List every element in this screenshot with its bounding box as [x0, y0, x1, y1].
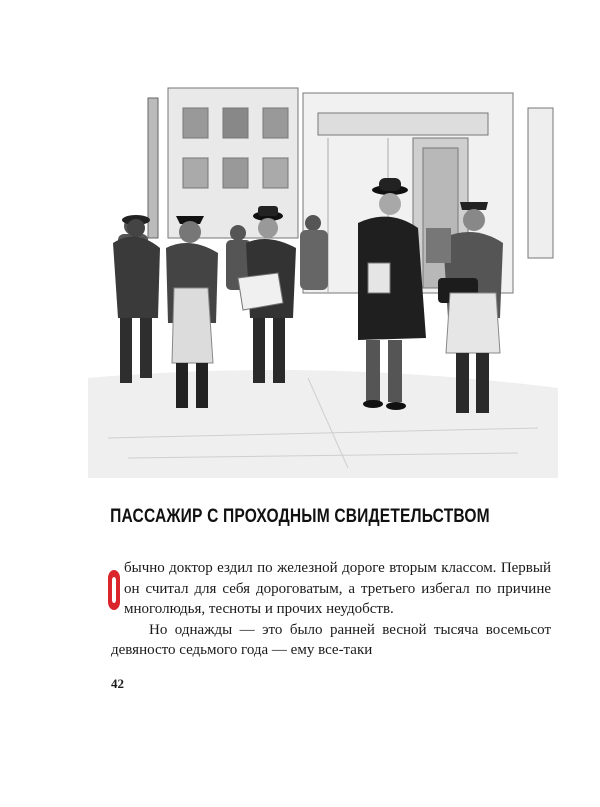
drop-cap	[108, 570, 120, 610]
body-text	[111, 558, 551, 661]
street-scene-illustration	[88, 78, 558, 478]
paragraph-2-text: Но однажды — это было ранней весной тысяча восемьсот девяносто седьмого года — ему все-таки	[111, 621, 551, 658]
page-number: 42	[111, 676, 124, 691]
drop-cap-letter	[108, 610, 109, 611]
paragraph-first	[111, 558, 551, 620]
chapter-title: ПАССАЖИР С ПРОХОДНЫМ СВИДЕТЕЛЬСТВОМ	[110, 506, 490, 527]
drop-cap-glyph	[108, 570, 120, 610]
paragraph-second	[111, 620, 551, 661]
paragraph-1-text: бычно доктор ездил по железной дороге вторым классом. Первый он считал для себя дороговатым, а третьего избегал по причине многолюдья, тесноты и прочих неудобств.	[124, 560, 551, 617]
